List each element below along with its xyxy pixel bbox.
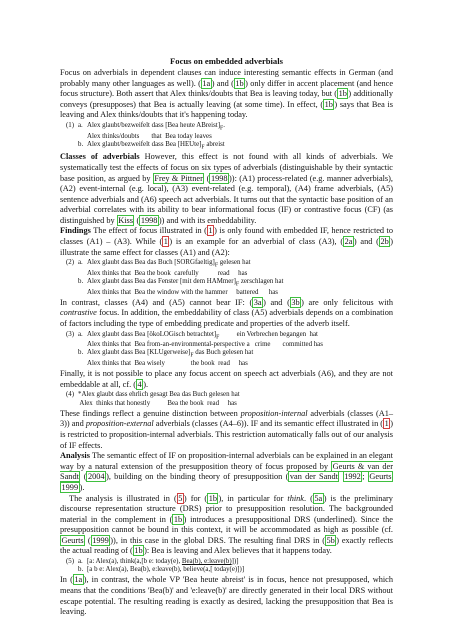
paragraph-intro: Focus on adverbials in dependent clauses can induce interesting semantic effects in German (and probably many other languages as well). ( 1a ) and ( 1b ) only differ in accent placement (and hence focus structure). Both assert that Alex thinks/doubts that Bea is leaving today, but ( 1b ) additionally conveys (presupposes) that Bea is actually leaving (at some time). In effect, ( 1b ) says that Bea is leaving and Alex thinks/doubts that it's happening today. xyxy=(60,68,394,120)
paragraph-analysis: Analysis The semantic effect of IF on proposition-internal adverbials can be explained in an elegant way by a natural extension of the presupposition theory of focus proposed by Geurts & van der Sandt ( 2004 ), building on the binding theory of presupposition ( van der Sandt 1992 ; Geurts 1999 ). xyxy=(60,451,393,492)
paragraph-distinction: These findings reflect a genuine distinction between proposition-internal adverbials (classes (A1–3)) and proposition-external adverbials (classes (A4–6)). IF and its semantic effect illustrated in ( 1 ) is restricted to proposition-internal adverbials. This restriction automatically falls out of our analysis of IF effects. xyxy=(60,408,393,450)
paragraph-heading: Analysis xyxy=(60,451,90,461)
citation-link[interactable]: Geurts xyxy=(61,535,84,545)
paragraph-heading: Classes of adverbials xyxy=(60,152,140,162)
example-ref[interactable]: 1b xyxy=(208,493,217,503)
example-ref[interactable]: 1b xyxy=(173,514,183,524)
paragraph-classes: Classes of adverbials However, this effect is not found with all kinds of adverbials. We systematically test the effects of focus on six types of adverbials (distinguishable by their syntactic base position, as argued by Frey & Pittner ( 1998 )): (A1) process-related (e.g. manner adverbials), (A2) event-internal (e.g. local), (A3) event-related (e.g. temporal), (A4) frame adverbials, (A5) sentence adverbials and (A6) speech act adverbials. It turns out that the syntactic base position of an adverbial correlates with its ability to bear informational focus (IF) or contrastive focus (CF) (as distinguished by Kiss ( 1998 )) and with its embeddability. xyxy=(60,152,393,225)
citation-link[interactable]: 1998 xyxy=(140,215,158,225)
citation-link[interactable]: Frey & Pittner xyxy=(154,173,203,183)
citation-link[interactable]: 1992 xyxy=(344,472,361,482)
example-ref[interactable]: 1 xyxy=(384,419,389,429)
example-ref[interactable]: 5b xyxy=(326,535,335,545)
paper-page xyxy=(0,56,453,618)
citation-link[interactable]: Geurts xyxy=(369,472,392,482)
example-ref[interactable]: 1 xyxy=(208,226,213,236)
example-ref[interactable]: 1b xyxy=(324,99,333,109)
example-ref[interactable]: 1b xyxy=(235,78,244,88)
section-title: Focus on embedded adverbials xyxy=(170,56,283,66)
example-ref[interactable]: 3a xyxy=(253,297,262,307)
paragraph-contrast-1a: In ( 1a ), in contrast, the whole VP 'Bea heute abreist' is in focus, hence not presupposed, which means that the conditions 'Bea(b)' and 'e:leave(b)' are directly generated in their local DRS without escape potential. The resulting reading is exactly as desired, lacking the presupposition that Bea is leaving. xyxy=(60,575,393,617)
example-1: (1) a. Alex glaubt/bezweifelt dass [Bea heute $ABreist]_F$. Alex thinks/doubts that Bea today leaves b. Alex glaubt/bezweifelt dass Bea $[HEUte]_F$ abreist xyxy=(66,121,225,151)
example-ref[interactable]: 2b xyxy=(380,237,389,247)
citation-link[interactable]: 1999 xyxy=(61,482,79,492)
example-5: (5) a. [a: Alex(a), think(a,[b e: today(e), Bea(b), e:leave(b)])] b. [a b e: Alex(a), Bea(b), e:leave(b), believe(a,[ today(e)])] xyxy=(66,558,245,574)
example-ref[interactable]: 2a xyxy=(344,237,353,247)
citation-link[interactable]: van der Sandt xyxy=(289,472,338,482)
paragraph-findings: Findings The effect of focus illustrated in ( 1 ) is only found with embedded IF, hence restricted to classes (A1) – (A3). While ( 1 ) is an example for an adverbial of class (A3), ( 2a ) and ( 2b ) illustrate the same effect for classes (A1) and (A2): xyxy=(60,226,393,257)
paragraph-heading: Findings xyxy=(60,226,91,236)
example-4: (4) *Alex glaubt dass ehrlich gesagt Bea das Buch gelesen hat Alex thinks that honestly Bea the book read has xyxy=(66,391,240,407)
citation-link[interactable]: Geurts & van der Sandt xyxy=(60,461,393,482)
paragraph-speech-act: Finally, it is not possible to place any focus accent on speech act adverbials (A6), and they are not embeddable at all, cf. ( 4 ). xyxy=(60,369,393,389)
paragraph-illustration: The analysis is illustrated in ( 5 ) for ( 1b ), in particular for think. ( 5a ) is the preliminary discourse representation structure (DRS) prior to presupposition resolution. The backgrounded material in the complement in ( 1b ) introduces a presuppositional DRS (underlined). Since the presupposition cannot be bound in this context, it will be accommodated as high as possible (cf. Geurts ( 1999 )), in this case in the global DRS. The resulting final DRS in ( 5b ) exactly reflects the actual reading of ( 1b ): Bea is leaving and Alex believes that it happens today. xyxy=(60,493,394,556)
citation-link[interactable]: 2004 xyxy=(87,472,105,482)
citation-link[interactable]: 1999 xyxy=(92,535,109,545)
example-ref[interactable]: 3b xyxy=(291,297,300,307)
example-2: (2) a. Alex glaubt dass Bea das Buch $[SORGfaeltig]_F$ gelesen hat Alex thinks that Bea the book carefully read has b. Alex glaubt dass Bea das Fenster [mit dem $HAMmer]_F$ zerschlagen hat Alex thinks that Bea the window with the hammer battered has xyxy=(66,259,284,296)
paragraph-contrast: In contrast, classes (A4) and (A5) cannot bear IF: ( 3a ) and ( 3b ) are only felicitous with contrastive focus. In addition, the embeddability of class (A5) adverbials depends on a combination of factors including the type of embedding predicate and properties of the adverb itself. xyxy=(60,297,393,329)
example-ref[interactable]: 5 xyxy=(178,493,183,503)
citation-link[interactable]: Kiss xyxy=(118,215,133,225)
example-ref[interactable]: 4 xyxy=(137,379,142,389)
example-ref[interactable]: 1b xyxy=(134,546,143,556)
example-ref[interactable]: 5a xyxy=(314,493,323,503)
example-ref[interactable]: 1b xyxy=(338,89,347,99)
example-3: (3) a. Alex glaubt dass Bea [ökoLOGisch $betrachtet]_F$ ein Verbrechen begangen hat Alex thinks that Bea from-an-environmental-perspective a crime committed has b. Alex glaubt dass Bea $[KLUgerweise]_F$ das Buch gelesen hat Alex thinks that Bea wisely the book read has xyxy=(66,330,323,367)
example-ref[interactable]: 1 xyxy=(163,237,168,247)
example-ref[interactable]: 1a xyxy=(74,575,83,585)
example-ref[interactable]: 1a xyxy=(202,78,211,88)
citation-link[interactable]: 1998 xyxy=(210,173,228,183)
